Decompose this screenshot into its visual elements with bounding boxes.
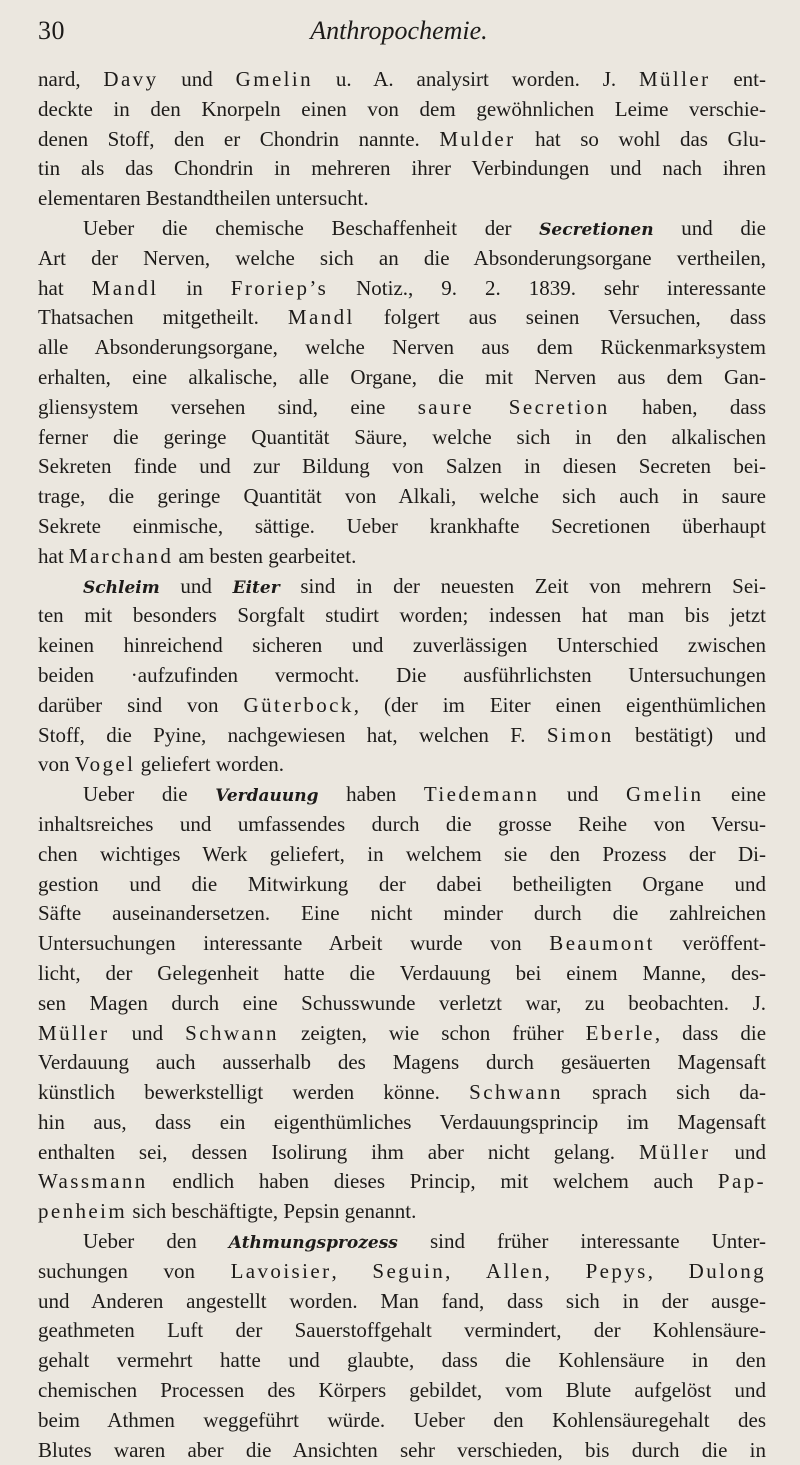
text-run: denen Stoff, den er Chondrin nannte. bbox=[38, 126, 440, 151]
text-line bbox=[38, 661, 766, 691]
text-run: Säfte auseinandersetzen. Eine nicht minder durch die zahlreichen bbox=[38, 901, 766, 926]
text-run: sprach sich da- bbox=[562, 1080, 766, 1105]
text-run: beiden ·aufzufinden vermocht. Die ausführlichsten Untersuchungen bbox=[38, 662, 766, 687]
text-line bbox=[38, 1406, 766, 1436]
text-run: eine bbox=[703, 782, 766, 807]
text-line bbox=[38, 1316, 766, 1346]
running-title: Anthropochemie. bbox=[310, 16, 488, 45]
text-run: , bbox=[331, 1258, 373, 1283]
text-line bbox=[38, 601, 766, 631]
text-line bbox=[38, 721, 766, 751]
spaced-name: Seguin bbox=[372, 1258, 446, 1283]
text-run: Stoff, die Pyine, nachgewiesen hat, welchen F. bbox=[38, 722, 547, 747]
text-line bbox=[38, 1346, 766, 1376]
text-run: elementaren Bestandtheilen untersucht. bbox=[38, 186, 369, 211]
text-run: und Anderen angestellt worden. Man fand, dass sich in der ausge- bbox=[38, 1288, 766, 1313]
spaced-name: penheim bbox=[38, 1199, 128, 1224]
text-run: chen wichtiges Werk geliefert, in welchem sie den Prozess der Di- bbox=[38, 841, 766, 866]
text-run: Ueber die chemische Beschaffenheit der bbox=[83, 215, 540, 240]
text-run: bestätigt) und bbox=[613, 722, 766, 747]
text-run: Ueber den bbox=[83, 1229, 229, 1254]
text-run: Untersuchungen interessante Arbeit wurde von bbox=[38, 931, 550, 956]
text-line bbox=[38, 303, 766, 333]
spaced-name: Müller bbox=[638, 1139, 711, 1164]
text-run: alle Absonderungsorgane, welche Nerven aus dem Rückenmarksystem bbox=[38, 335, 766, 360]
text-run: , (der im Eiter einen eigenthümlichen bbox=[353, 692, 766, 717]
spaced-name: Allen bbox=[486, 1258, 545, 1283]
text-run: tin als das Chondrin in mehreren ihrer Verbindungen und nach ihren bbox=[38, 156, 766, 181]
text-line bbox=[38, 691, 766, 721]
text-run: und bbox=[158, 67, 236, 91]
spaced-name: Pap- bbox=[717, 1169, 766, 1194]
text-run: und bbox=[539, 782, 626, 807]
text-line bbox=[38, 1227, 766, 1257]
text-run: gliensystem versehen sind, eine bbox=[38, 394, 418, 419]
text-line bbox=[38, 870, 766, 900]
spaced-name: Müller bbox=[638, 67, 711, 91]
text-line bbox=[38, 1197, 766, 1227]
spaced-name: Simon bbox=[546, 722, 614, 747]
text-run: keinen hinreichend sicheren und zuverlässigen Unterschied zwischen bbox=[38, 633, 766, 658]
text-line bbox=[38, 1287, 766, 1317]
text-line bbox=[38, 1078, 766, 1108]
spaced-name: Beaumont bbox=[549, 931, 655, 956]
spaced-name: Vogel bbox=[74, 752, 136, 777]
text-run: deckte in den Knorpeln einen von dem gewöhnlichen Leime verschie- bbox=[38, 96, 766, 121]
text-run: sich beschäftigte, Pepsin genannt. bbox=[127, 1199, 417, 1224]
text-run: geathmeten Luft der Sauerstoffgehalt vermindert, der Kohlensäure- bbox=[38, 1318, 766, 1343]
text-run: , bbox=[647, 1258, 689, 1283]
text-line bbox=[38, 810, 766, 840]
text-line bbox=[38, 542, 766, 572]
text-run: sind in der neuesten Zeit von mehrern Sei- bbox=[279, 573, 767, 598]
text-line bbox=[38, 95, 766, 125]
text-run: hat bbox=[38, 543, 69, 568]
text-run: und bbox=[159, 573, 233, 598]
spaced-name: Schwann bbox=[469, 1080, 563, 1105]
text-run: gehalt vermehrt hatte und glaubte, dass die Kohlensäure in den bbox=[38, 1348, 766, 1373]
text-run: hat so wohl das Glu- bbox=[515, 126, 766, 151]
text-run: sen Magen durch eine Schusswunde verletzt war, zu beobachten. J. bbox=[38, 990, 766, 1015]
page-header bbox=[38, 16, 760, 56]
text-line bbox=[38, 959, 766, 989]
text-run: geliefert worden. bbox=[135, 752, 285, 777]
text-run: u. A. analysirt worden. J. bbox=[313, 67, 639, 91]
spaced-name: Marchand bbox=[68, 543, 174, 568]
text-run: haben bbox=[318, 782, 424, 807]
text-run: licht, der Gelegenheit hatte die Verdauung bei einem Manne, des- bbox=[38, 960, 766, 985]
spaced-name: Mandl bbox=[91, 275, 159, 300]
text-run: folgert aus seinen Versuchen, dass bbox=[354, 305, 766, 330]
text-line bbox=[38, 929, 766, 959]
topic-keyword: Schleim bbox=[83, 577, 160, 598]
topic-keyword: Secretionen bbox=[539, 219, 654, 240]
text-line bbox=[38, 423, 766, 453]
text-run: hat bbox=[38, 275, 92, 300]
spaced-name: Davy bbox=[103, 67, 159, 91]
text-line bbox=[38, 750, 766, 780]
text-line bbox=[38, 333, 766, 363]
text-run: gestion und die Mitwirkung der dabei betheiligten Organe und bbox=[38, 871, 766, 896]
text-run: Verdauung auch ausserhalb des Magens durch gesäuerten Magensaft bbox=[38, 1050, 766, 1075]
text-line bbox=[38, 512, 766, 542]
text-run: , bbox=[544, 1258, 586, 1283]
spaced-name: Mulder bbox=[439, 126, 516, 151]
text-line bbox=[38, 1108, 766, 1138]
text-line bbox=[38, 899, 766, 929]
text-line bbox=[38, 780, 766, 810]
text-run: Sekrete einmische, sättige. Ueber krankhafte Secretionen überhaupt bbox=[38, 513, 766, 538]
spaced-name: Wassmann bbox=[38, 1169, 148, 1194]
text-line bbox=[38, 274, 766, 304]
text-run: erhalten, eine alkalische, alle Organe, die mit Nerven aus dem Gan- bbox=[38, 364, 766, 389]
body-text bbox=[38, 65, 766, 1465]
text-line bbox=[38, 989, 766, 1019]
text-run: darüber sind von bbox=[38, 692, 244, 717]
text-line bbox=[38, 840, 766, 870]
spaced-name: Lavoisier bbox=[230, 1258, 332, 1283]
spaced-name: Eberle bbox=[585, 1020, 655, 1045]
text-run: in bbox=[158, 275, 231, 300]
text-run: künstlich bewerkstelligt werden könne. bbox=[38, 1080, 470, 1105]
text-run: veröffent- bbox=[654, 931, 766, 956]
text-line bbox=[38, 452, 766, 482]
text-run: , bbox=[445, 1258, 487, 1283]
text-run: und die bbox=[653, 215, 766, 240]
text-run: ten mit besonders Sorgfalt studirt worden; indessen hat man bis jetzt bbox=[38, 603, 766, 628]
text-run: Thatsachen mitgetheilt. bbox=[38, 305, 288, 330]
text-line bbox=[38, 125, 766, 155]
text-line bbox=[38, 1257, 766, 1287]
text-line bbox=[38, 393, 766, 423]
text-line bbox=[38, 1138, 766, 1168]
text-run: und bbox=[710, 1139, 766, 1164]
text-run: endlich haben dieses Princip, mit welchem auch bbox=[147, 1169, 718, 1194]
topic-keyword: Athmungsprozess bbox=[228, 1233, 398, 1254]
text-run: haben, dass bbox=[609, 394, 766, 419]
text-line bbox=[38, 363, 766, 393]
text-run: hin aus, dass ein eigenthümliches Verdauungsprincip im Magensaft bbox=[38, 1109, 766, 1134]
text-line bbox=[38, 65, 766, 95]
text-line bbox=[38, 1019, 766, 1049]
text-line bbox=[38, 572, 766, 602]
page-number: 30 bbox=[38, 16, 65, 45]
text-run: Sekreten finde und zur Bildung von Salzen in diesen Secreten bei- bbox=[38, 454, 766, 479]
text-run: von bbox=[38, 752, 75, 777]
spaced-name: Gmelin bbox=[626, 782, 704, 807]
spaced-name: Müller bbox=[38, 1020, 110, 1045]
text-run: Notiz., 9. 2. 1839. sehr interessante bbox=[328, 275, 766, 300]
text-run: enthalten sei, dessen Isolirung ihm aber nicht gelang. bbox=[38, 1139, 639, 1164]
spaced-name: Schwann bbox=[185, 1020, 279, 1045]
spaced-name: Gmelin bbox=[235, 67, 314, 91]
text-run: beim Athmen weggeführt würde. Ueber den Kohlensäuregehalt des bbox=[38, 1407, 766, 1432]
text-line bbox=[38, 154, 766, 184]
text-line bbox=[38, 184, 766, 214]
spaced-name: saure Secretion bbox=[417, 394, 610, 419]
text-run: trage, die geringe Quantität von Alkali, welche sich auch in saure bbox=[38, 484, 766, 509]
text-run: ent- bbox=[710, 67, 766, 91]
spaced-name: Mandl bbox=[287, 305, 355, 330]
text-run: Blutes waren aber die Ansichten sehr verschieden, bis durch die in bbox=[38, 1437, 766, 1462]
text-line bbox=[38, 482, 766, 512]
text-run: am besten gearbeitet. bbox=[173, 543, 357, 568]
topic-keyword: Eiter bbox=[232, 577, 280, 598]
text-run: , dass die bbox=[654, 1020, 767, 1045]
spaced-name: Güterbock bbox=[243, 692, 354, 717]
text-line bbox=[38, 1167, 766, 1197]
text-run: inhaltsreiches und umfassendes durch die grosse Reihe von Versu- bbox=[38, 811, 766, 836]
text-line bbox=[38, 1048, 766, 1078]
text-line bbox=[38, 1376, 766, 1406]
text-run: chemischen Processen des Körpers gebildet, vom Blute aufgelöst und bbox=[38, 1378, 766, 1403]
text-run: Ueber die bbox=[83, 782, 216, 807]
spaced-name: Dulong bbox=[688, 1258, 767, 1283]
text-line bbox=[38, 1436, 766, 1465]
spaced-name: Tiedemann bbox=[423, 782, 540, 807]
topic-keyword: Verdauung bbox=[215, 786, 319, 807]
spaced-name: Pepys bbox=[585, 1258, 648, 1283]
text-run: Art der Nerven, welche sich an die Absonderungsorgane vertheilen, bbox=[38, 245, 766, 270]
text-run: und bbox=[109, 1020, 186, 1045]
text-line bbox=[38, 631, 766, 661]
text-line bbox=[38, 244, 766, 274]
text-run: nard, bbox=[38, 67, 104, 91]
text-run: zeigten, wie schon früher bbox=[278, 1020, 586, 1045]
text-run: suchungen von bbox=[38, 1258, 231, 1283]
text-run: ferner die geringe Quantität Säure, welche sich in den alkalischen bbox=[38, 424, 766, 449]
text-run: sind früher interessante Unter- bbox=[397, 1229, 767, 1254]
text-line bbox=[38, 214, 766, 244]
spaced-name: Froriep’s bbox=[230, 275, 329, 300]
